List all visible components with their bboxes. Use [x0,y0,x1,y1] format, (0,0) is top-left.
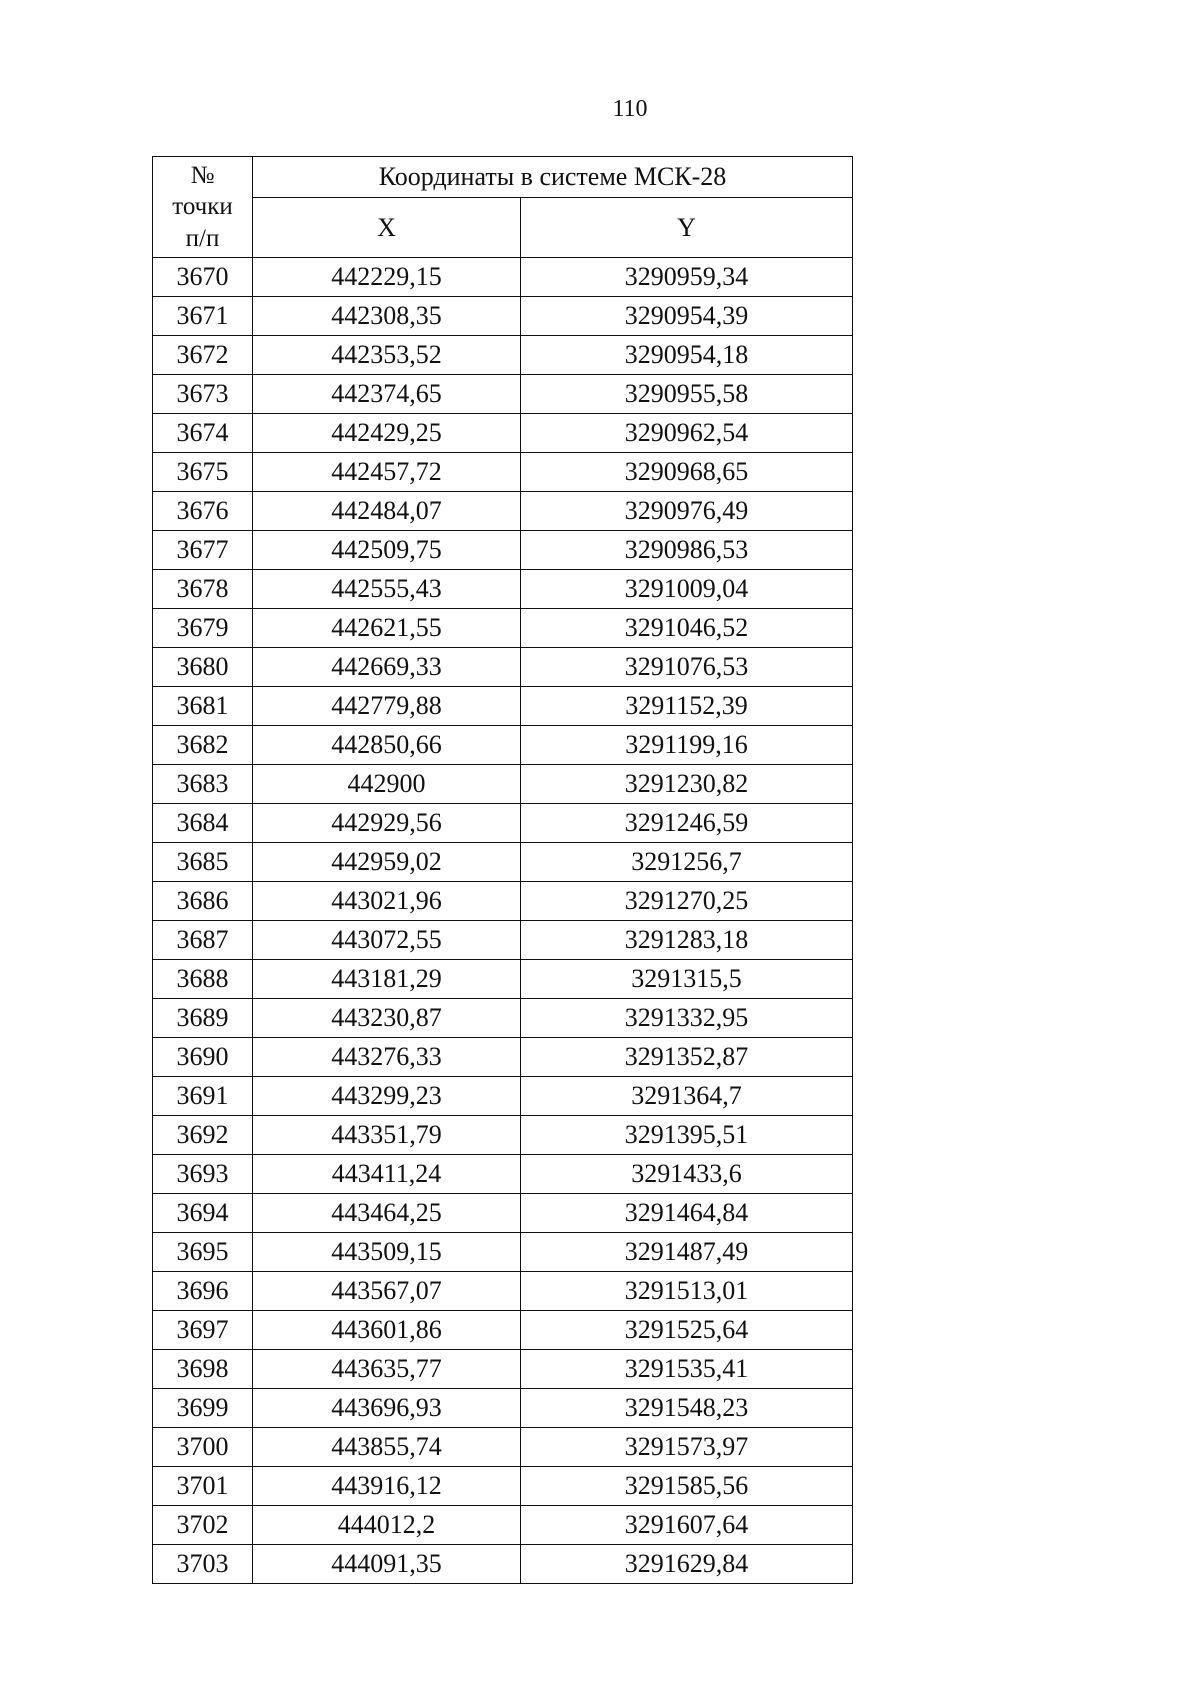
y-coordinate-cell: 3290976,49 [521,492,853,531]
point-number-cell: 3702 [153,1506,253,1545]
table-row [153,1194,853,1233]
x-coordinate-cell: 443696,93 [253,1389,521,1428]
y-coordinate-cell: 3290962,54 [521,414,853,453]
x-coordinate-cell: 442779,88 [253,687,521,726]
point-number-cell: 3694 [153,1194,253,1233]
point-number-cell: 3699 [153,1389,253,1428]
y-coordinate-cell: 3291607,64 [521,1506,853,1545]
y-coordinate-cell: 3291585,56 [521,1467,853,1506]
table-row [153,1077,853,1116]
table-row [153,1428,853,1467]
table-row [153,1467,853,1506]
y-coordinate-cell: 3291352,87 [521,1038,853,1077]
y-coordinate-cell: 3291009,04 [521,570,853,609]
table-row [153,1233,853,1272]
table-row [153,960,853,999]
table-row [153,609,853,648]
x-coordinate-cell: 444012,2 [253,1506,521,1545]
x-coordinate-cell: 443181,29 [253,960,521,999]
table-row [153,648,853,687]
y-coordinate-cell: 3291270,25 [521,882,853,921]
point-number-cell: 3670 [153,258,253,297]
x-coordinate-cell: 444091,35 [253,1545,521,1584]
point-number-cell: 3682 [153,726,253,765]
x-coordinate-cell: 443855,74 [253,1428,521,1467]
header-row-axes [153,198,853,258]
point-number-header [153,157,253,258]
x-coordinate-cell: 443411,24 [253,1155,521,1194]
x-coordinate-cell: 443021,96 [253,882,521,921]
y-coordinate-cell: 3290954,39 [521,297,853,336]
point-number-cell: 3678 [153,570,253,609]
table-row [153,258,853,297]
x-coordinate-cell: 443072,55 [253,921,521,960]
y-coordinate-cell: 3291046,52 [521,609,853,648]
x-coordinate-cell: 443299,23 [253,1077,521,1116]
point-number-cell: 3683 [153,765,253,804]
y-coordinate-cell: 3291464,84 [521,1194,853,1233]
point-number-cell: 3685 [153,843,253,882]
y-coordinate-cell: 3291315,5 [521,960,853,999]
table-row [153,921,853,960]
table-row [153,765,853,804]
y-coordinate-cell: 3290954,18 [521,336,853,375]
x-coordinate-cell: 442229,15 [253,258,521,297]
x-coordinate-cell: 442429,25 [253,414,521,453]
x-coordinate-cell: 442308,35 [253,297,521,336]
table-row [153,414,853,453]
y-coordinate-cell: 3291332,95 [521,999,853,1038]
table-row [153,1038,853,1077]
table-row [153,1272,853,1311]
table-row [153,1389,853,1428]
y-coordinate-cell: 3291535,41 [521,1350,853,1389]
point-number-cell: 3684 [153,804,253,843]
point-number-cell: 3698 [153,1350,253,1389]
point-number-header-line3: п/п [185,224,220,252]
point-number-cell: 3697 [153,1311,253,1350]
y-coordinate-cell: 3291433,6 [521,1155,853,1194]
x-coordinate-cell: 442850,66 [253,726,521,765]
coordinate-system-header: Координаты в системе МСК-28 [253,157,853,198]
table-row [153,453,853,492]
y-coordinate-cell: 3290986,53 [521,531,853,570]
y-coordinate-cell: 3291548,23 [521,1389,853,1428]
y-coordinate-cell: 3291283,18 [521,921,853,960]
header-row-top [153,157,853,198]
point-number-cell: 3689 [153,999,253,1038]
y-coordinate-cell: 3290959,34 [521,258,853,297]
x-coordinate-cell: 443464,25 [253,1194,521,1233]
point-number-cell: 3674 [153,414,253,453]
table-row [153,804,853,843]
table-row [153,531,853,570]
point-number-cell: 3679 [153,609,253,648]
point-number-cell: 3671 [153,297,253,336]
point-number-cell: 3696 [153,1272,253,1311]
x-coordinate-cell: 442959,02 [253,843,521,882]
y-coordinate-cell: 3291487,49 [521,1233,853,1272]
x-coordinate-cell: 442353,52 [253,336,521,375]
point-number-cell: 3675 [153,453,253,492]
x-column-header: X [253,198,521,258]
y-coordinate-cell: 3290955,58 [521,375,853,414]
table-row [153,1350,853,1389]
point-number-cell: 3680 [153,648,253,687]
x-coordinate-cell: 443276,33 [253,1038,521,1077]
table-row [153,1116,853,1155]
y-coordinate-cell: 3291629,84 [521,1545,853,1584]
x-coordinate-cell: 442900 [253,765,521,804]
x-coordinate-cell: 442669,33 [253,648,521,687]
table-row [153,570,853,609]
point-number-cell: 3673 [153,375,253,414]
table-row [153,297,853,336]
x-coordinate-cell: 443351,79 [253,1116,521,1155]
table-row [153,687,853,726]
y-coordinate-cell: 3291230,82 [521,765,853,804]
point-number-cell: 3672 [153,336,253,375]
x-coordinate-cell: 442457,72 [253,453,521,492]
x-coordinate-cell: 443567,07 [253,1272,521,1311]
x-coordinate-cell: 443601,86 [253,1311,521,1350]
y-coordinate-cell: 3291395,51 [521,1116,853,1155]
point-number-cell: 3681 [153,687,253,726]
y-coordinate-cell: 3291573,97 [521,1428,853,1467]
table-row [153,492,853,531]
x-coordinate-cell: 443230,87 [253,999,521,1038]
point-number-cell: 3686 [153,882,253,921]
x-coordinate-cell: 442929,56 [253,804,521,843]
table-row [153,336,853,375]
x-coordinate-cell: 442555,43 [253,570,521,609]
x-coordinate-cell: 442484,07 [253,492,521,531]
point-number-cell: 3690 [153,1038,253,1077]
table-row [153,375,853,414]
table-row [153,1506,853,1545]
page-number: 110 [612,96,648,122]
point-number-cell: 3677 [153,531,253,570]
table-row [153,1545,853,1584]
y-coordinate-cell: 3291246,59 [521,804,853,843]
point-number-cell: 3700 [153,1428,253,1467]
point-number-cell: 3693 [153,1155,253,1194]
table-row [153,882,853,921]
x-coordinate-cell: 442621,55 [253,609,521,648]
y-coordinate-cell: 3291513,01 [521,1272,853,1311]
y-coordinate-cell: 3291076,53 [521,648,853,687]
y-column-header: Y [521,198,853,258]
y-coordinate-cell: 3291525,64 [521,1311,853,1350]
x-coordinate-cell: 443635,77 [253,1350,521,1389]
point-number-cell: 3676 [153,492,253,531]
point-number-cell: 3687 [153,921,253,960]
y-coordinate-cell: 3290968,65 [521,453,853,492]
y-coordinate-cell: 3291256,7 [521,843,853,882]
table-row [153,726,853,765]
x-coordinate-cell: 442374,65 [253,375,521,414]
x-coordinate-cell: 442509,75 [253,531,521,570]
table-body [153,258,853,1584]
table-header [153,157,853,258]
point-number-cell: 3691 [153,1077,253,1116]
point-number-header-line1: № [190,162,215,190]
y-coordinate-cell: 3291152,39 [521,687,853,726]
point-number-cell: 3701 [153,1467,253,1506]
table-row [153,1155,853,1194]
point-number-cell: 3703 [153,1545,253,1584]
x-coordinate-cell: 443916,12 [253,1467,521,1506]
x-coordinate-cell: 443509,15 [253,1233,521,1272]
table-row [153,843,853,882]
table-row [153,999,853,1038]
y-coordinate-cell: 3291364,7 [521,1077,853,1116]
table-row [153,1311,853,1350]
point-number-cell: 3688 [153,960,253,999]
point-number-header-line2: точки [172,193,233,221]
coordinates-table [152,156,853,1584]
point-number-cell: 3695 [153,1233,253,1272]
y-coordinate-cell: 3291199,16 [521,726,853,765]
point-number-cell: 3692 [153,1116,253,1155]
